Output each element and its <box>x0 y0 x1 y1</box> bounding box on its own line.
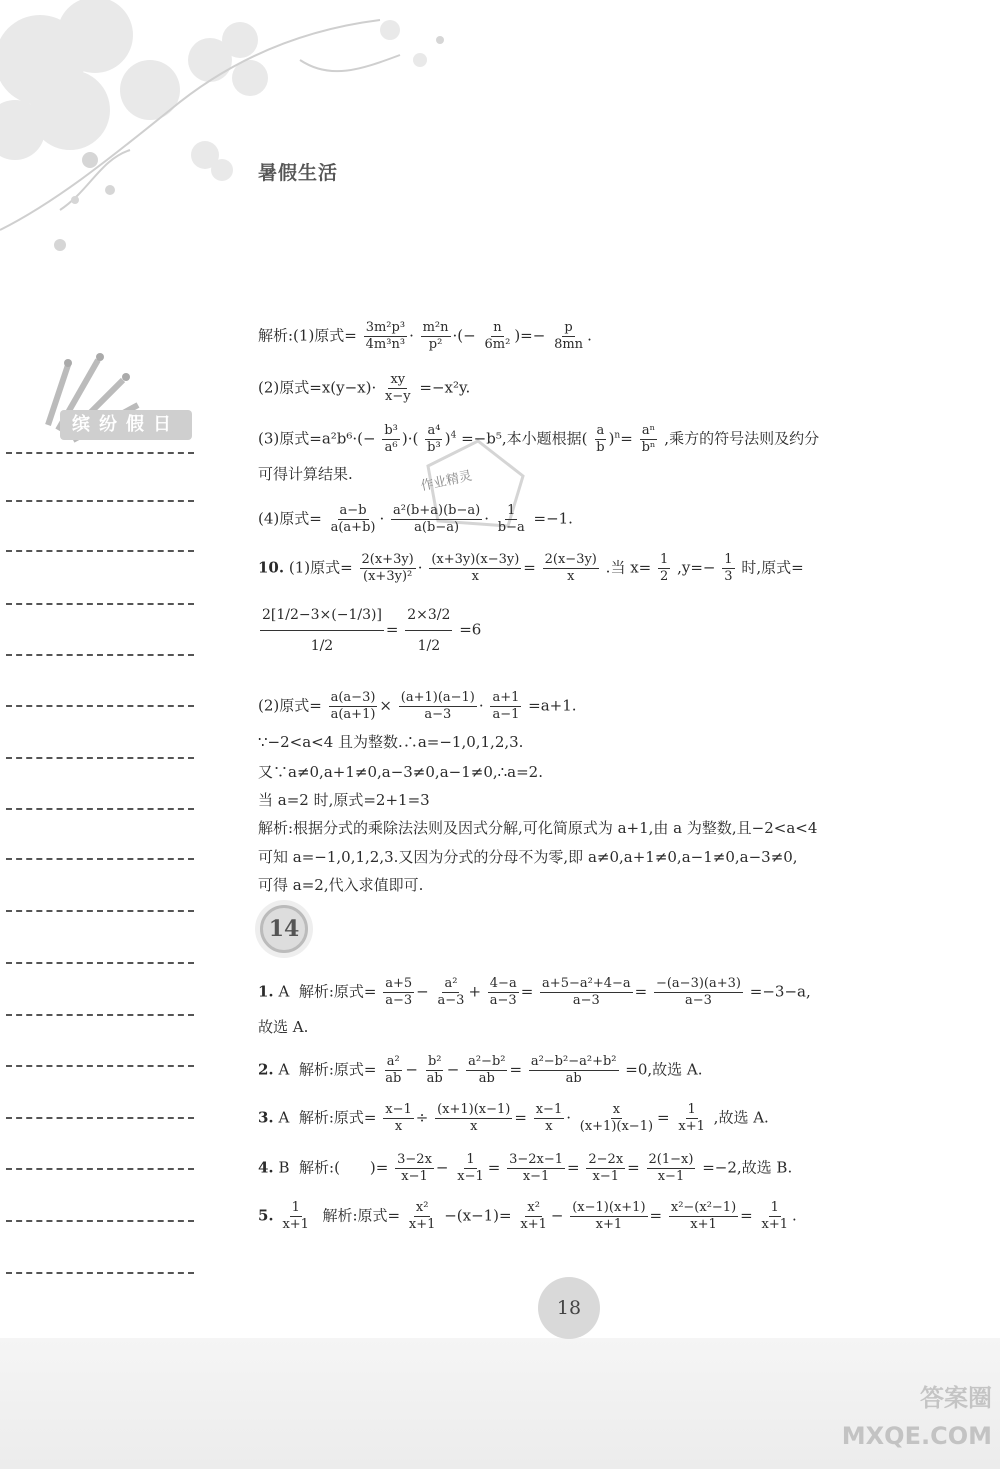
stamp-text: 作业精灵 <box>419 468 474 495</box>
text: 解析:原式= <box>298 982 377 1001</box>
denominator: x−1 <box>657 1169 685 1184</box>
question-number: 10. <box>258 558 285 577</box>
text: =−b⁵,本小题根据 <box>461 429 582 448</box>
denominator: (x+1)(x−1) <box>579 1119 654 1134</box>
fraction <box>722 552 734 585</box>
denominator: b <box>596 440 605 455</box>
fraction <box>407 1200 438 1233</box>
floral-decoration <box>0 0 480 280</box>
text-line: 可得 a=2,代入求值即可. <box>258 876 424 894</box>
text: ,故选 A. <box>713 1108 769 1127</box>
problem-4: 4. B 解析:( )= $\frac{3-2x}{x-1}$ − $\frac{1}{x-1}$ = $\frac{3-2x-1}{x-1}$ = $\frac{2-2x}{x-1}$ = $\frac{2(1-x)}{x-1}$ =−2,故选 B. <box>258 1152 793 1184</box>
denominator: x <box>470 1119 478 1134</box>
text: =−2,故选 B. <box>702 1158 793 1177</box>
numerator: 1 <box>507 503 516 518</box>
numerator: a−b <box>339 503 367 518</box>
numerator: a²(b+a)(b−a) <box>393 503 481 518</box>
solution-line-3: (3)原式=a²b⁶·(− $\frac{\text{b³}}{\text{a⁶}}$ )·( $\frac{\text{a⁴}}{\text{b³}}$ )$^4$ =−b⁵,本小题根据( $\frac{a}{b}$ )$^n$= $\frac{\text{aⁿ}}{\text{bⁿ}}$ ,乘方的符号法则及约分 <box>258 423 820 455</box>
note-line <box>6 757 194 759</box>
fraction <box>534 1102 565 1135</box>
numerator: x−1 <box>385 1102 412 1117</box>
numerator: p <box>564 320 573 335</box>
numerator: 3m²p³ <box>365 320 406 335</box>
text-line: 又∵a≠0,a+1≠0,a−3≠0,a−1≠0,∴a=2. <box>258 763 543 781</box>
solution-line-2 <box>258 372 470 405</box>
denominator: a−1 <box>492 707 520 722</box>
note-line <box>6 452 194 454</box>
denominator: 1/2 <box>310 638 334 654</box>
fraction <box>578 1102 655 1135</box>
text-line: ∵−2<a<4 且为整数.∴a=−1,0,1,2,3. <box>258 733 524 751</box>
numerator: xy <box>390 372 406 387</box>
text: −(x−1)= <box>444 1206 512 1225</box>
text: =a+1. <box>528 696 577 715</box>
denominator: ab <box>478 1071 495 1086</box>
numerator: 1 <box>660 552 669 567</box>
denominator: b−a <box>497 520 525 535</box>
fraction <box>529 1054 619 1087</box>
fraction <box>391 503 482 536</box>
fraction <box>455 1152 486 1185</box>
fraction <box>543 552 599 585</box>
denominator: bⁿ <box>641 440 656 455</box>
fraction <box>360 552 416 585</box>
solution-line-5: (4)原式= $\frac{a-b}{a(a+b)}$ · $\frac{\text{a²(b+a)(b−a)}}{a(b-a)}$ · $\frac{1}{b-a}$ =−1. <box>258 503 573 535</box>
numerator: 2(x+3y) <box>361 552 414 567</box>
denominator: x+1 <box>408 1217 436 1232</box>
denominator: b³ <box>427 440 441 455</box>
numerator: 2(1−x) <box>648 1152 694 1167</box>
numerator: a²−b²−a²+b² <box>530 1054 617 1069</box>
numerator: a(a−3) <box>330 690 376 705</box>
numerator: (x+1)(x−1) <box>437 1102 511 1117</box>
problem-3: 3. A 解析:原式= $\frac{x-1}{x}$ ÷ $\frac{(x+1)(x-1)}{x}$ = $\frac{x-1}{x}$ · $\frac{x}{(x+1)(x-1)}$ = $\frac{1}{x+1}$ ,故选 A. <box>258 1102 769 1134</box>
denominator: 4m³n³ <box>365 337 406 352</box>
fraction <box>640 423 658 456</box>
denominator: a−3 <box>685 993 712 1008</box>
numerator: 1 <box>770 1200 779 1215</box>
fraction <box>658 552 670 585</box>
note-line <box>6 550 194 552</box>
denominator: 2 <box>660 569 669 584</box>
numerator: n <box>493 320 502 335</box>
numerator: 2[1/2−3×(−1/3)] <box>260 600 384 631</box>
denominator: ab <box>426 1071 443 1086</box>
denominator: x <box>567 569 575 584</box>
fraction <box>654 976 743 1009</box>
fraction <box>483 320 513 353</box>
fraction <box>405 600 452 661</box>
fraction <box>496 503 527 536</box>
numerator: 1 <box>291 1200 300 1215</box>
numerator: a+5 <box>385 976 413 991</box>
sidebar-badge-label: 缤纷假日 <box>60 410 192 440</box>
denominator: x+1 <box>595 1217 623 1232</box>
note-line <box>6 1065 194 1067</box>
fraction <box>507 1152 565 1185</box>
text: =−1. <box>533 509 573 528</box>
denominator: ab <box>565 1071 582 1086</box>
numerator: a² <box>444 976 458 991</box>
note-line <box>6 910 194 912</box>
denominator: x+1 <box>690 1217 717 1232</box>
text-line: 故选 A. <box>258 1018 309 1036</box>
text: =0,故选 A. <box>625 1060 703 1079</box>
numerator: (a+1)(a−1) <box>400 690 475 705</box>
note-line <box>6 1272 194 1274</box>
numerator: m²n <box>422 320 449 335</box>
fraction <box>260 600 384 661</box>
denominator: a−3 <box>437 993 465 1008</box>
text: 解析:原式= <box>298 1060 377 1079</box>
fraction <box>383 976 414 1009</box>
denominator: a−3 <box>424 707 452 722</box>
text: 解析:原式= <box>298 1108 377 1127</box>
text: ,乘方的符号法则及约分 <box>664 429 820 448</box>
denominator: x−1 <box>522 1169 550 1184</box>
numerator: 3−2x−1 <box>509 1152 564 1167</box>
watermark-text: 答案圈 MXQE.COM <box>841 1384 992 1450</box>
numerator: x² <box>415 1200 429 1215</box>
numerator: 2−2x <box>588 1152 624 1167</box>
denominator: a−3 <box>572 993 600 1008</box>
question-10-part-2: (2)原式= $\frac{a(a-3)}{a(a+1)}$ × $\frac{(a+1)(a-1)}{a-3}$ · $\frac{a+1}{a-1}$ =a+1. <box>258 690 577 722</box>
numerator: a² <box>386 1054 400 1069</box>
text: (3)原式=a²b⁶· <box>258 429 358 448</box>
answer: A <box>278 982 290 1001</box>
fraction <box>586 1152 625 1185</box>
text-line: 解析:根据分式的乘除法法则及因式分解,可化简原式为 a+1,由 a 为整数,且−2<a<4 <box>258 819 818 837</box>
denominator: p² <box>428 337 443 352</box>
fraction <box>425 1054 445 1087</box>
note-line <box>6 808 194 810</box>
fraction <box>329 690 378 723</box>
note-line <box>6 705 194 707</box>
answer: B <box>278 1158 290 1177</box>
numerator: b² <box>427 1054 442 1069</box>
numerator: aⁿ <box>641 423 656 438</box>
problem-2: 2. A 解析:原式= $\frac{\text{a²}}{ab}$ − $\frac{\text{b²}}{ab}$ − $\frac{\text{a²−b²}}{ab}$ = $\frac{\text{a²−b²−a²+b²}}{ab}$ =0,故选 A. <box>258 1054 703 1086</box>
denominator: x <box>394 1119 403 1134</box>
fraction <box>383 1102 414 1135</box>
numerator: x−1 <box>535 1102 563 1117</box>
fraction <box>382 423 400 456</box>
answer: A <box>278 1108 290 1127</box>
fraction <box>383 372 413 405</box>
page-number: 18 <box>556 1297 582 1319</box>
numerator: 1 <box>466 1152 475 1167</box>
note-line <box>6 962 194 964</box>
note-line <box>6 1014 194 1016</box>
denominator: a(a+b) <box>330 520 376 535</box>
denominator: (x+3y)² <box>363 569 413 584</box>
numerator: a+1 <box>492 690 520 705</box>
answer-fraction <box>280 1200 311 1233</box>
numerator: a+5−a²+4−a <box>542 976 631 991</box>
solution-line-4: 可得计算结果. <box>258 465 353 483</box>
numerator: 2(x−3y) <box>544 552 597 567</box>
question-number: 3. <box>258 1108 274 1127</box>
fraction <box>429 552 521 585</box>
text-line: 可知 a=−1,0,1,2,3.又因为分式的分母不为零,即 a≠0,a+1≠0,a−1≠0,a−3≠0, <box>258 848 798 866</box>
text: (2)原式=x(y−x)· <box>258 378 377 397</box>
note-line <box>6 1220 194 1222</box>
text: .当 x= <box>605 558 652 577</box>
denominator: x <box>471 569 479 584</box>
fraction <box>383 1054 403 1087</box>
fraction <box>676 1102 707 1135</box>
denominator: a(b−a) <box>414 520 460 535</box>
note-line <box>6 500 194 502</box>
question-number: 4. <box>258 1158 274 1177</box>
numerator: a²−b² <box>468 1054 506 1069</box>
numerator: a⁴ <box>427 423 441 438</box>
fraction <box>490 690 521 723</box>
numerator: (x+3y)(x−3y) <box>431 552 520 567</box>
denominator: 6m² <box>484 337 511 352</box>
fraction <box>436 976 467 1009</box>
text: 时,原式= <box>741 558 804 577</box>
fraction <box>421 320 451 353</box>
denominator: a(a+1) <box>330 707 376 722</box>
numerator: x²−(x²−1) <box>670 1200 737 1215</box>
numerator: 1 <box>724 552 733 567</box>
question-number: 1. <box>258 982 274 1001</box>
problem-5: 5. $\frac{1}{x+1}$ 解析:原式= $\frac{\text{x²}}{x+1}$ −(x−1)= $\frac{\text{x²}}{x+1}$ − $\frac{(x-1)(x+1)}{x+1}$ = $\frac{\text{x²−(x²−1)}}{x+1}$ = $\frac{1}{x+1}$ . <box>258 1200 797 1232</box>
denominator: ab <box>385 1071 402 1086</box>
fraction <box>425 423 443 456</box>
fraction <box>329 503 378 536</box>
denominator: x−1 <box>457 1169 484 1184</box>
text: 解析:( )= <box>299 1158 389 1177</box>
numerator: 2×3/2 <box>405 600 452 631</box>
denominator: x−1 <box>592 1169 620 1184</box>
denominator: 1/2 <box>417 638 441 654</box>
denominator: x+1 <box>520 1217 547 1232</box>
text: (2)原式= <box>258 696 322 715</box>
fraction <box>669 1200 738 1233</box>
denominator: x−y <box>385 389 411 404</box>
numerator: a <box>596 423 605 438</box>
fraction <box>647 1152 696 1185</box>
fraction <box>540 976 633 1009</box>
text: ,y=− <box>677 558 716 577</box>
numerator: 1 <box>687 1102 696 1117</box>
text-line: 当 a=2 时,原式=2+1=3 <box>258 791 430 809</box>
fraction <box>518 1200 549 1233</box>
fraction <box>395 1152 434 1185</box>
text: 解析:原式= <box>322 1206 401 1225</box>
note-line <box>6 858 194 860</box>
fraction <box>488 976 519 1009</box>
fraction <box>594 423 606 456</box>
note-line <box>6 1117 194 1119</box>
numerator: −(a−3)(a+3) <box>655 976 741 991</box>
question-10-line-2: $\frac{2[1/2-3\times(-1/3)]}{1/2}$ = $\frac{2\times 3/2}{1/2}$ =6 <box>258 600 481 661</box>
answer: A <box>278 1060 290 1079</box>
text: (1)原式= <box>288 558 353 577</box>
question-number: 2. <box>258 1060 274 1079</box>
fraction <box>570 1200 647 1233</box>
text: =6 <box>459 620 482 639</box>
denominator: 8mn <box>554 337 584 352</box>
denominator: x−1 <box>401 1169 428 1184</box>
watermark-logo <box>802 1379 992 1459</box>
text: =−3−a, <box>749 982 811 1001</box>
fraction <box>466 1054 507 1087</box>
text: =−x²y. <box>419 378 471 397</box>
problem-1: 1. A 解析:原式= $\frac{a+5}{a-3}$ − $\frac{\text{a²}}{a-3}$ + $\frac{4-a}{a-3}$ = $\frac{\text{a+5−a²+4−a}}{a-3}$ = $\frac{-(a-3)(a+3)}{a-3}$ =−3−a, <box>258 976 811 1008</box>
fraction <box>552 320 585 353</box>
fraction <box>435 1102 512 1135</box>
denominator: x+1 <box>678 1119 705 1134</box>
denominator: 3 <box>724 569 733 584</box>
numerator: (x−1)(x+1) <box>572 1200 646 1215</box>
numerator: 3−2x <box>397 1152 432 1167</box>
text: (4)原式= <box>258 509 322 528</box>
note-line <box>6 654 194 656</box>
numerator: x² <box>527 1200 540 1215</box>
note-line <box>6 1168 194 1170</box>
solution-line-1: 解析:(1)原式= $\frac{\text{3m²p³}}{\text{4m³n³}}$ · $\frac{\text{m²n}}{\text{p²}}$ ·(− $\frac{n}{\text{6m²}}$ )=− $\frac{p}{8mn}$ . <box>258 320 592 352</box>
text: 解析:(1)原式= <box>258 326 357 345</box>
denominator: x <box>545 1119 553 1134</box>
denominator: a⁶ <box>384 440 398 455</box>
numerator: b³ <box>384 423 398 438</box>
numerator: x <box>612 1102 621 1117</box>
denominator: x+1 <box>761 1217 788 1232</box>
question-number: 5. <box>258 1206 274 1225</box>
section-number-badge: 14 <box>260 905 308 953</box>
denominator: a−3 <box>489 993 517 1008</box>
denominator: x+1 <box>282 1217 309 1232</box>
header-title: 暑假生活 <box>258 162 339 184</box>
question-10-line-1: 10. (1)原式= $\frac{2(x+3y)}{\text{(x+3y)²}}$ · $\frac{(x+3y)(x-3y)}{x}$ = $\frac{2(x-3y)}{x}$ .当 x= $\frac{1}{2}$ ,y=− $\frac{1}{3}$ 时,原式= <box>258 552 804 584</box>
fraction <box>399 690 477 723</box>
denominator: a−3 <box>385 993 413 1008</box>
note-line <box>6 603 194 605</box>
fraction <box>364 320 407 353</box>
fraction <box>760 1200 791 1233</box>
numerator: 4−a <box>489 976 517 991</box>
